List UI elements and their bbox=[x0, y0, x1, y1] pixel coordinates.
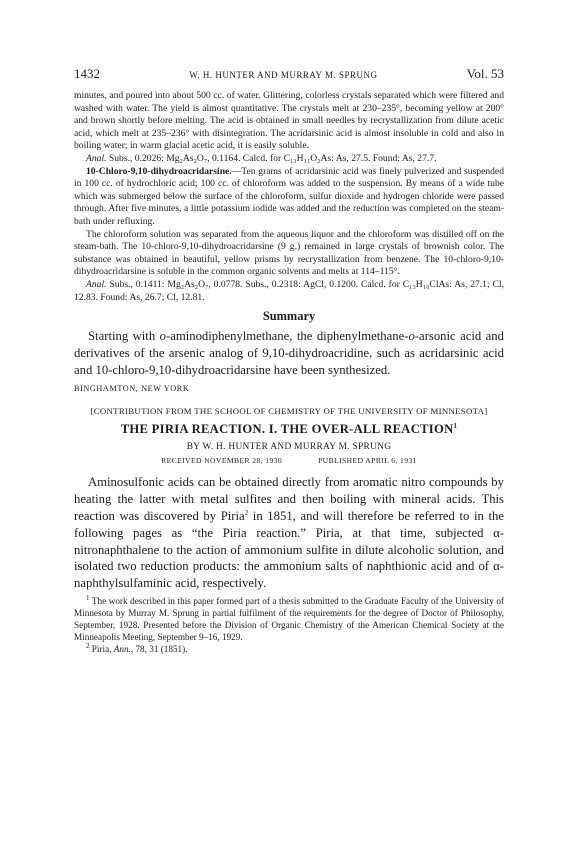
summary-heading: Summary bbox=[262, 309, 316, 324]
summary-text-italic: o bbox=[159, 329, 166, 344]
place-line: BINGHAMTON, NEW YORK bbox=[74, 384, 190, 394]
footnote-2 bbox=[74, 641, 504, 656]
analysis-label: Anal. bbox=[86, 278, 107, 290]
contribution-line: [CONTRIBUTION FROM THE SCHOOL OF CHEMISTRY OF THE UNIVERSITY OF MINNESOTA] bbox=[90, 406, 488, 417]
chloro-text: —Ten grams of acridarsinic acid was finely pulverized and suspended in 100 cc. of hydrochloric acid; 100 cc. of chloroform was added to the suspension. By means of a wide tube which was submerged below the surface of the chloroform, sulfur dioxide and hydrogen chloride were passed through. After five minutes, a little potassium iodide was added and the reduction was completed on the steam-bath under refluxing. bbox=[74, 165, 504, 227]
footnote-marker: 1 bbox=[86, 594, 90, 602]
analysis-text: Subs., 0.1411: Mg₂As₂O₇, 0.0778. Subs., 0.2318: AgCl, 0.1200. Calcd. for C₁₃H₁₀ClAs: As, 27.1; Cl, 12.83. Found: As, 26.7; Cl, 12.81. bbox=[74, 278, 504, 303]
chloro-heading: 10-Chloro-9,10-dihydroacridarsine. bbox=[86, 165, 232, 177]
analysis-label: Anal. bbox=[86, 152, 107, 164]
analysis-line-2 bbox=[74, 279, 504, 304]
summary-text-italic: o bbox=[408, 329, 415, 344]
journal-page bbox=[74, 66, 504, 656]
intro-text: in 1851, and will therefore be referred to in the following pages as “the Piria reaction.” Piria, at that time, subjected α-nitronaphthalene to the action of ammonium sulfite in dilute alcoholic solution, and isolated two reduction products: the ammonium salts of naphthionic acid and of α-naphthylsulfaminic acid, respectively. bbox=[74, 509, 504, 591]
page-number: 1432 bbox=[74, 66, 100, 81]
prev-article-paragraph: minutes, and poured into about 500 cc. of water. Glittering, colorless crystals separated which were filtered and washed with water. The yield is almost quantitative. The crystals melt at 230–235°, becoming yellow at 200° and brown shortly before melting. The acid is obtained in small needles by recrystallization from dilute acetic acid, which melt at 235–236° with disintegration. The acridarsinic acid is almost insoluble in cold and also in boiling water; in warm glacial acetic acid, it is easily soluble. bbox=[74, 90, 504, 152]
chloro-paragraph bbox=[74, 166, 504, 229]
dates-line bbox=[74, 456, 504, 465]
footnote-text: , 78, 31 (1851). bbox=[130, 643, 188, 654]
footnote-1 bbox=[74, 596, 504, 644]
published-date: PUBLISHED APRIL 6, 1931 bbox=[318, 456, 417, 466]
footnotes bbox=[74, 596, 504, 656]
received-date: RECEIVED NOVEMBER 28, 1930 bbox=[161, 456, 283, 466]
volume-label: Vol. 53 bbox=[466, 66, 504, 81]
running-title: W. H. HUNTER AND MURRAY M. SPRUNG bbox=[189, 70, 378, 80]
summary-paragraph bbox=[74, 328, 504, 378]
footnote-journal: Ann. bbox=[113, 643, 131, 654]
intro-paragraph bbox=[74, 474, 504, 592]
analysis-text: Subs., 0.2026: Mg₂As₂O₇, 0.1164. Calcd. for C₁₃H₁₁O₂As: As, 27.5. Found: As, 27.7. bbox=[106, 152, 437, 164]
footnote-text: The work described in this paper formed part of a thesis submitted to the Graduate Faculty of the University of Minnesota by Murray M. Sprung in partial fulfilment of the requirements for the degree of Doctor of Philosophy, September, 1928. Presented before the Division of Organic Chemistry of the American Chemical Society at the Minneapolis Meeting, September 9–16, 1929. bbox=[74, 596, 504, 642]
article-title bbox=[74, 422, 504, 437]
summary-text: -aminodiphenylmethane, the diphenylmethane- bbox=[165, 329, 409, 344]
intro-text: Aminosulfonic acids can be obtained directly from aromatic nitro compounds by heating the latter with metal sulfites and then boiling with mineral acids. This reaction was discovered by Piria bbox=[74, 475, 504, 524]
footnote-marker: 1 bbox=[453, 422, 458, 431]
summary-text: Starting with bbox=[88, 329, 160, 344]
article-title-text: THE PIRIA REACTION. I. THE OVER-ALL REACTION bbox=[120, 422, 454, 437]
summary-text: -arsonic acid and derivatives of the arsenic analog of 9,10-dihydroacridine, such as acridarsinic acid and 10-chloro-9,10-dihydroacridarsine have been synthesized. bbox=[74, 329, 504, 377]
footnote-text: Piria, bbox=[89, 643, 114, 654]
running-header bbox=[74, 66, 504, 90]
byline: BY W. H. HUNTER AND MURRAY M. SPRUNG bbox=[186, 442, 392, 453]
analysis-line-1 bbox=[74, 153, 504, 166]
footnote-marker: 2 bbox=[244, 508, 249, 517]
footnote-marker: 2 bbox=[86, 641, 90, 650]
chloroform-paragraph: The chloroform solution was separated from the aqueous liquor and the chloroform was distilled off on the steam-bath. The 10-chloro-9,10-dihydroacridarsine (9 g.) remained in large crystals of brownish color. The substance was obtained in beautiful, yellow prisms by recrystallization from benzene. The 10-chloro-9,10-dihydroacridarsine is soluble in the common organic solvents and melts at 114–115°. bbox=[74, 228, 504, 278]
